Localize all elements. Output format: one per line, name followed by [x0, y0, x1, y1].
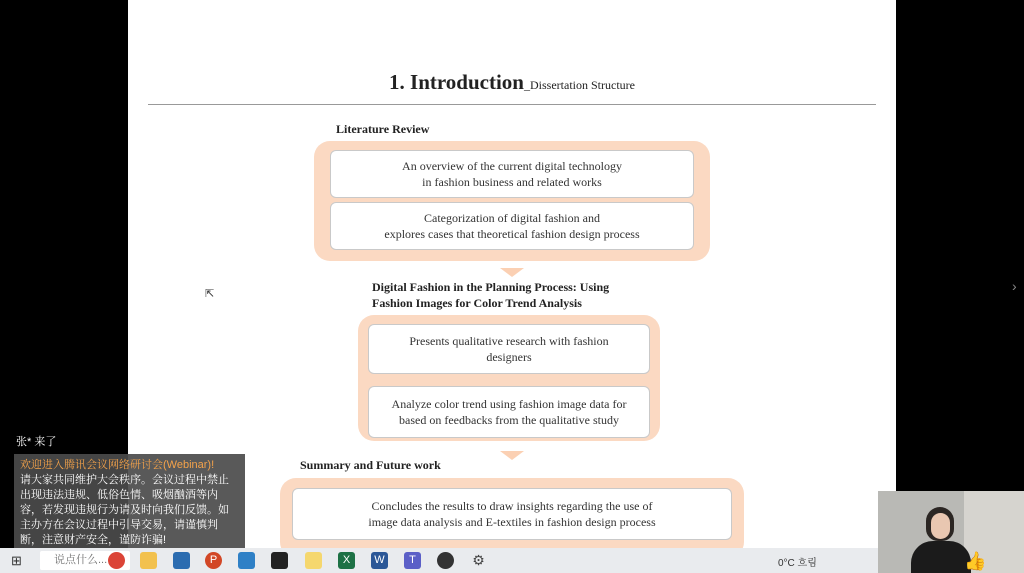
settings-icon[interactable]: ⚙ — [472, 552, 485, 568]
thumbs-up-icon[interactable]: 👍 — [964, 551, 987, 571]
powerpoint-icon[interactable]: P — [205, 552, 222, 569]
notice-title: 欢迎进入腾讯会议网络研讨会(Webinar)! — [20, 459, 215, 471]
teams-icon[interactable]: T — [404, 552, 421, 569]
card-conclusions: Concludes the results to draw insights regarding the use of image data analysis and E-textiles in fashion design process — [292, 488, 732, 540]
chrome-icon[interactable] — [108, 552, 125, 569]
card-categorization: Categorization of digital fashion and explores cases that theoretical fashion design process — [330, 202, 694, 250]
weather-status[interactable]: 0°C 흐림 — [778, 558, 817, 569]
chat-input[interactable]: 说点什么... — [40, 551, 130, 570]
photos-icon[interactable] — [173, 552, 190, 569]
meeting-notice — [14, 454, 245, 550]
app-icon[interactable] — [238, 552, 255, 569]
chat-join-message: 张* 来了 — [16, 436, 57, 448]
presenter-video — [878, 491, 1024, 573]
excel-icon[interactable]: X — [338, 552, 355, 569]
next-slide-chevron-icon[interactable]: › — [1012, 278, 1017, 294]
presenter-body — [911, 541, 971, 573]
card-overview: An overview of the current digital technology in fashion business and related works — [330, 150, 694, 198]
word-icon[interactable]: W — [371, 552, 388, 569]
slide-title-main: 1. Introduction — [389, 70, 524, 94]
title-divider — [148, 104, 876, 105]
mouse-cursor-icon: ⇱ — [205, 288, 215, 300]
windows-taskbar — [0, 548, 878, 573]
obs-icon[interactable] — [437, 552, 454, 569]
slide-title-sub: _Dissertation Structure — [524, 78, 635, 92]
flow-arrow — [500, 451, 524, 460]
card-color-trend: Analyze color trend using fashion image data for based on feedbacks from the qualitative study — [368, 386, 650, 438]
slide-title — [128, 70, 896, 95]
card-qualitative-research: Presents qualitative research with fashion designers — [368, 324, 650, 374]
section-heading-literature-review: Literature Review — [336, 122, 430, 136]
qq-icon[interactable] — [305, 552, 322, 569]
folder-icon[interactable] — [140, 552, 157, 569]
presenter-face — [931, 513, 950, 539]
sticky-icon[interactable] — [271, 552, 288, 569]
section-heading-summary: Summary and Future work — [300, 458, 441, 472]
windows-icon[interactable]: ⊞ — [11, 553, 22, 568]
section-heading-digital-fashion: Digital Fashion in the Planning Process: Using Fashion Images for Color Trend Analysis — [372, 280, 610, 310]
notice-body: 请大家共同维护大会秩序。会议过程中禁止出现违法违规、低俗色情、吸烟酗酒等内容，若发现违规行为请及时向我们反馈。如主办方在会议过程中引导交易，请谨慎判断，注意财产安全，谨防诈骗! — [20, 474, 229, 546]
flow-arrow — [500, 268, 524, 277]
